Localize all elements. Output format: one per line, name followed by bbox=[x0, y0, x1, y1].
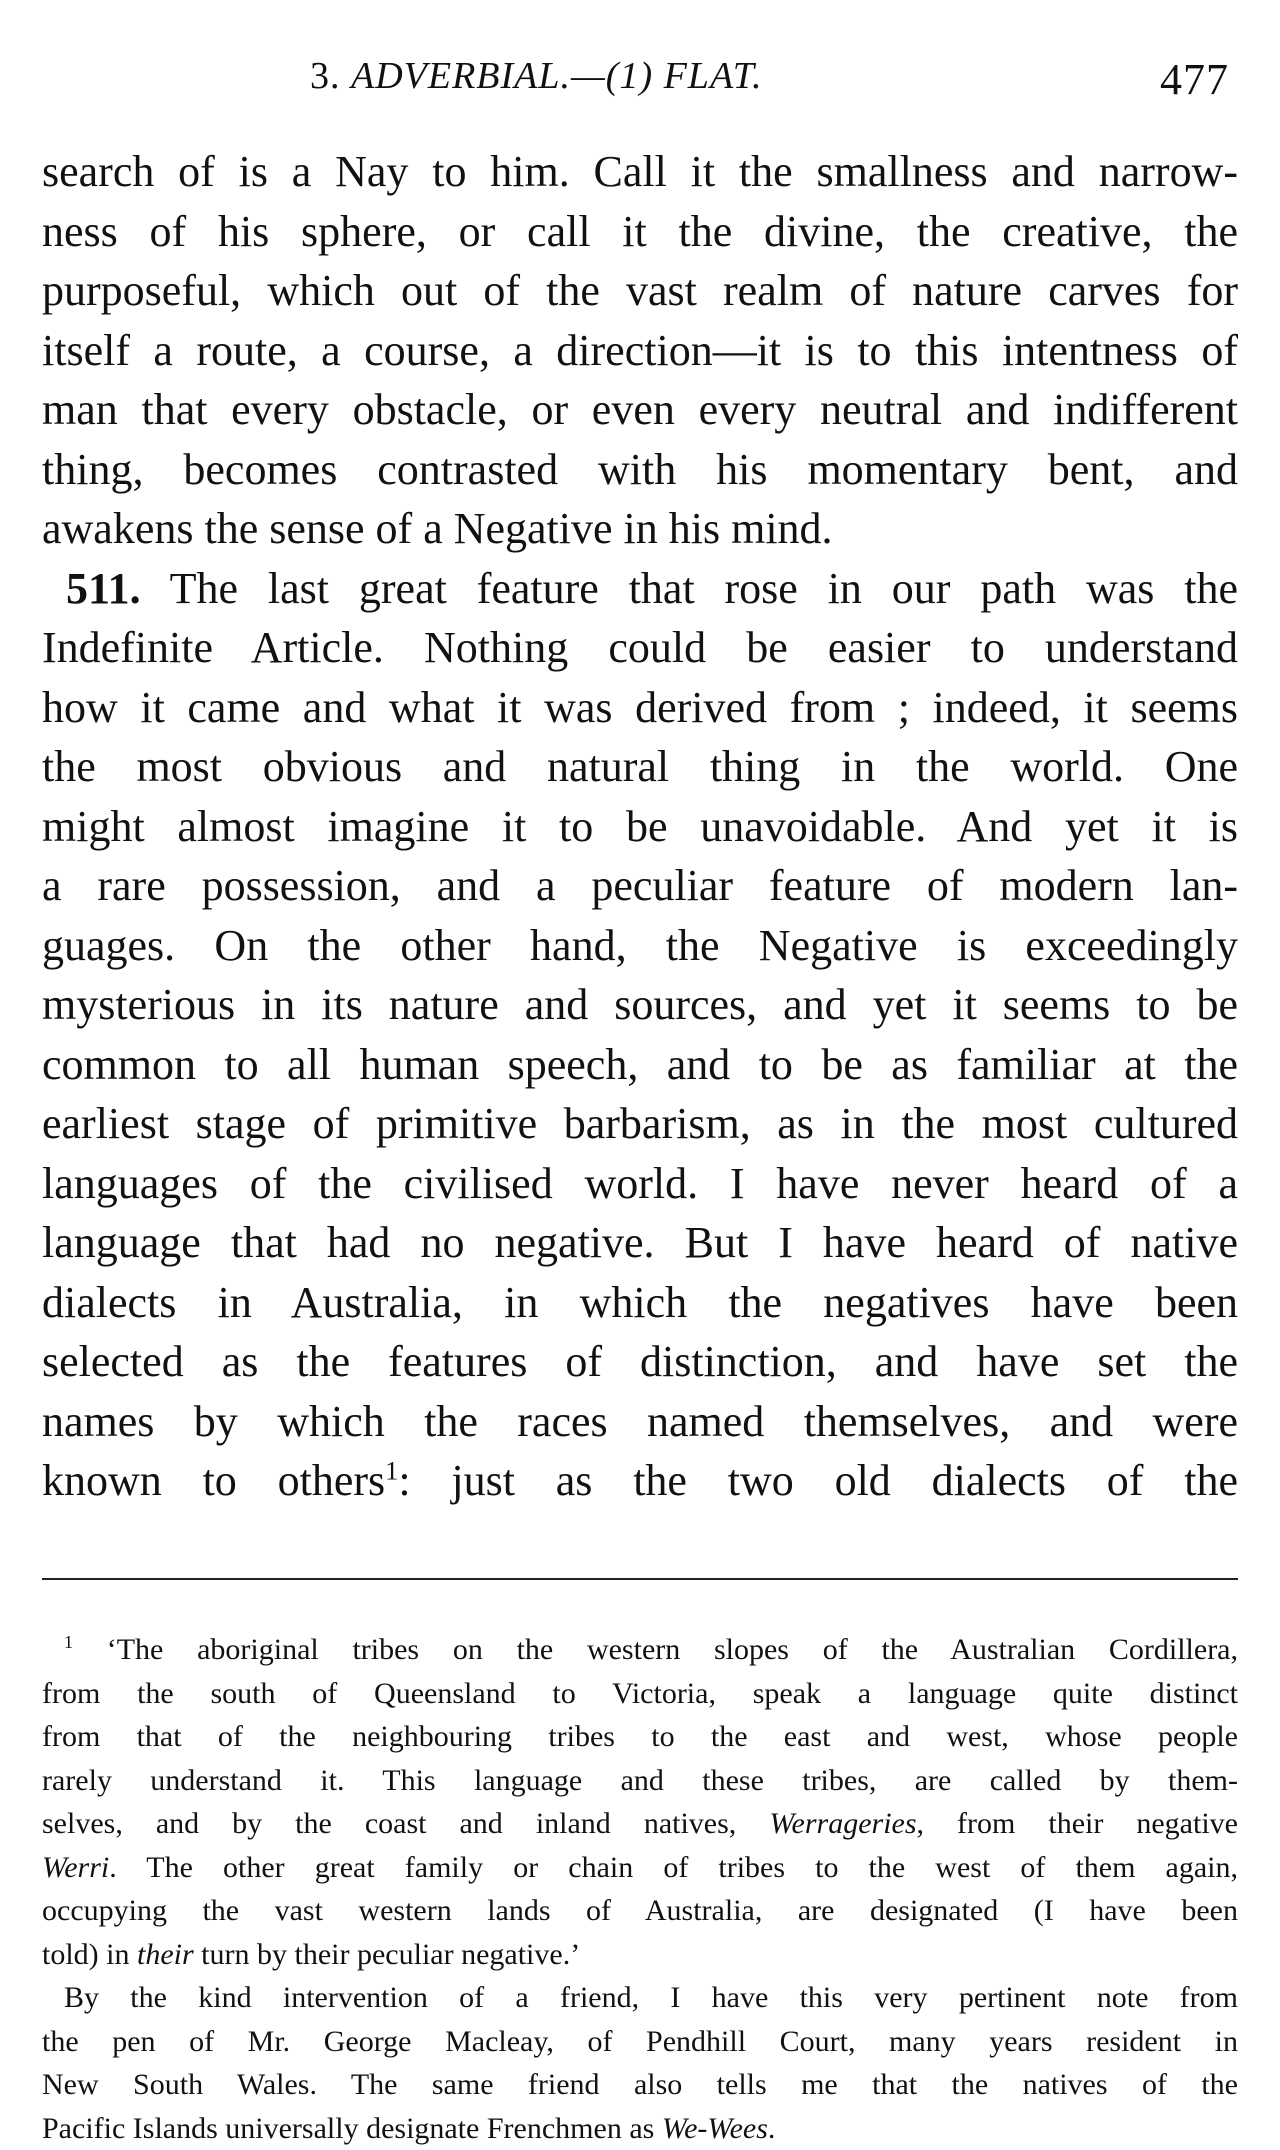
text-line: a rare possession, and a peculiar feature of modern lan- bbox=[42, 856, 1238, 916]
section-number: 3. bbox=[310, 55, 341, 97]
text-fragment: turn by their peculiar negative.’ bbox=[194, 1938, 581, 1971]
text-line: purposeful, which out of the vast realm of nature carves for bbox=[42, 261, 1238, 321]
text-fragment: , from their negative bbox=[917, 1807, 1238, 1840]
paragraph-text: The last great feature that rose in our path was the bbox=[170, 564, 1238, 613]
text-fragment: . bbox=[768, 2112, 776, 2145]
body-text bbox=[42, 142, 1238, 1511]
text-line: selected as the features of distinction, and have set the bbox=[42, 1332, 1238, 1392]
text-line-with-footnote-ref bbox=[42, 1451, 1238, 1511]
text-line: languages of the civilised world. I have never heard of a bbox=[42, 1154, 1238, 1214]
chapter-title: ADVERBIAL.—(1) FLAT. bbox=[351, 55, 763, 97]
text-line: how it came and what it was derived from ; indeed, it seems bbox=[42, 678, 1238, 738]
text-line: guages. On the other hand, the Negative is exceedingly bbox=[42, 916, 1238, 976]
text-fragment: Pacific Islands universally designate Frenchmen as bbox=[42, 2112, 662, 2145]
text-line: the most obvious and natural thing in the world. One bbox=[42, 737, 1238, 797]
footnote-line: from the south of Queensland to Victoria, speak a language quite distinct bbox=[42, 1672, 1238, 1716]
footnote-line bbox=[42, 1933, 1238, 1977]
italic-term: their bbox=[137, 1938, 194, 1971]
footnote-line: New South Wales. The same friend also tells me that the natives of the bbox=[42, 2063, 1238, 2107]
footnote-line bbox=[42, 1628, 1238, 1672]
footnote-line: occupying the vast western lands of Australia, are designated (I have been bbox=[42, 1889, 1238, 1933]
footnote-line: rarely understand it. This language and these tribes, are called by them- bbox=[42, 1759, 1238, 1803]
footnote-line bbox=[42, 1846, 1238, 1890]
text-line: man that every obstacle, or even every neutral and indifferent bbox=[42, 380, 1238, 440]
footnote-line bbox=[42, 1802, 1238, 1846]
text-line: common to all human speech, and to be as familiar at the bbox=[42, 1035, 1238, 1095]
text-line: awakens the sense of a Negative in his mind. bbox=[42, 499, 1238, 559]
text-line: earliest stage of primitive barbarism, as in the most cultured bbox=[42, 1094, 1238, 1154]
text-fragment: . The other great family or chain of tribes to the west of them again, bbox=[109, 1851, 1238, 1884]
text-line: Indefinite Article. Nothing could be easier to understand bbox=[42, 618, 1238, 678]
text-fragment: known to others bbox=[42, 1456, 385, 1505]
footnote-line: the pen of Mr. George Macleay, of Pendhill Court, many years resident in bbox=[42, 2020, 1238, 2064]
text-fragment: told) in bbox=[42, 1938, 137, 1971]
footnote-line bbox=[42, 2107, 1238, 2150]
page-number: 477 bbox=[1160, 54, 1229, 105]
paragraph-number: 511. bbox=[66, 564, 141, 613]
text-fragment: : just as the two old dialects of the bbox=[398, 1456, 1238, 1505]
text-line: mysterious in its nature and sources, and yet it seems to be bbox=[42, 975, 1238, 1035]
text-line: might almost imagine it to be unavoidable. And yet it is bbox=[42, 797, 1238, 857]
italic-term: We-Wees bbox=[662, 2112, 768, 2145]
text-line: itself a route, a course, a direction—it is to this intentness of bbox=[42, 321, 1238, 381]
text-line: ness of his sphere, or call it the divine, the creative, the bbox=[42, 202, 1238, 262]
text-fragment: selves, and by the coast and inland natives, bbox=[42, 1807, 769, 1840]
footnote-line: from that of the neighbouring tribes to the east and west, whose people bbox=[42, 1715, 1238, 1759]
text-line: search of is a Nay to him. Call it the smallness and narrow- bbox=[42, 142, 1238, 202]
text-line: names by which the races named themselves, and were bbox=[42, 1392, 1238, 1452]
text-fragment: ‘The aboriginal tribes on the western slopes of the Australian Cordillera, bbox=[107, 1633, 1238, 1666]
italic-term: Werrageries bbox=[769, 1807, 916, 1840]
text-line: dialects in Australia, in which the negatives have been bbox=[42, 1273, 1238, 1333]
text-line: language that had no negative. But I have heard of native bbox=[42, 1213, 1238, 1273]
footnote-marker: 1 bbox=[64, 1632, 73, 1652]
text-line: thing, becomes contrasted with his momentary bent, and bbox=[42, 440, 1238, 500]
running-head bbox=[310, 54, 763, 98]
paragraph-511-first-line bbox=[42, 559, 1238, 619]
footnotes bbox=[42, 1628, 1238, 2150]
footnote-divider bbox=[42, 1578, 1238, 1580]
italic-term: Werri bbox=[42, 1851, 109, 1884]
footnote-reference[interactable]: 1 bbox=[385, 1455, 398, 1485]
footnote-line: By the kind intervention of a friend, I have this very pertinent note from bbox=[42, 1976, 1238, 2020]
